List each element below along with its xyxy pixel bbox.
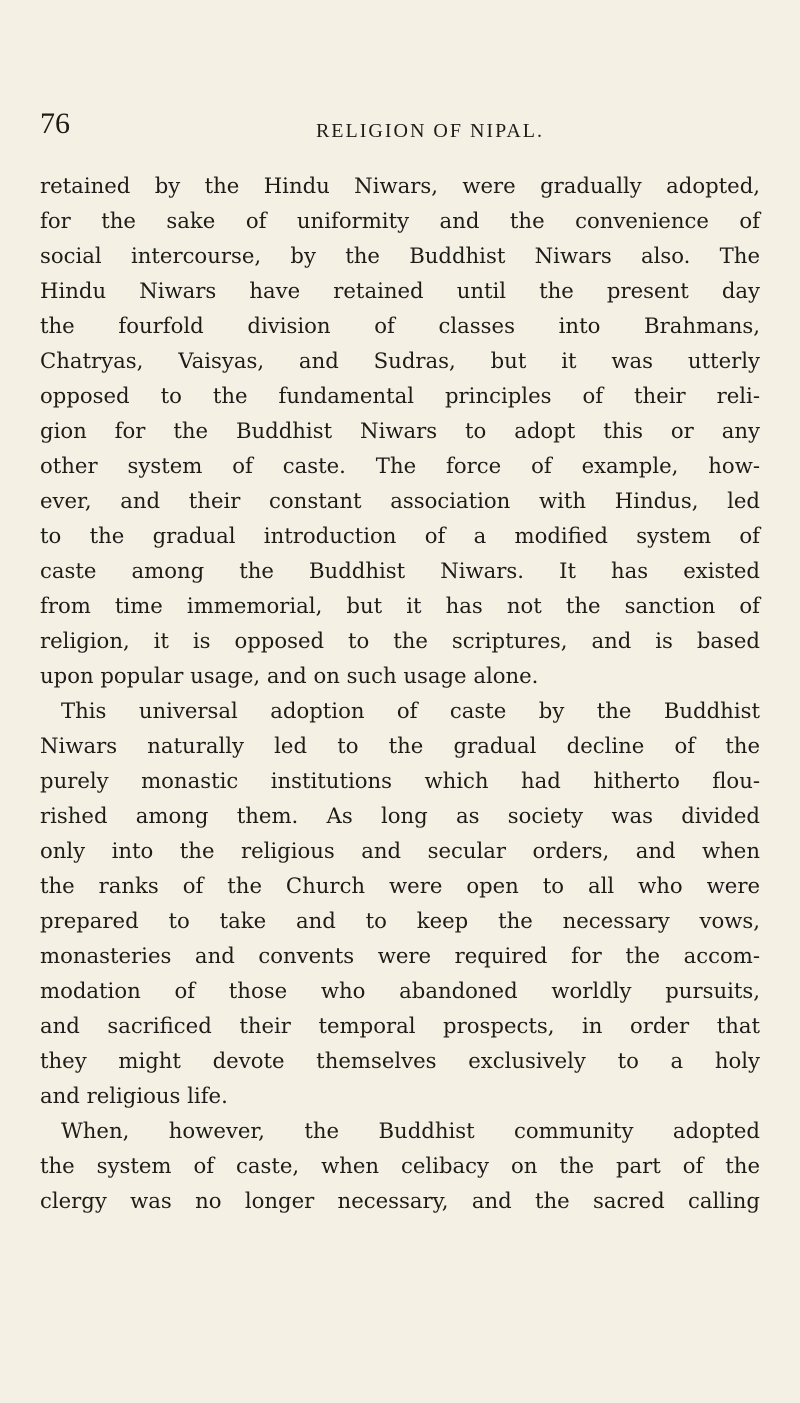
text-line: only into the religious and secular orders, and when: [40, 838, 760, 863]
text-line: Hindu Niwars have retained until the present day: [40, 278, 760, 303]
text-line: retained by the Hindu Niwars, were gradually adopted,: [40, 173, 760, 198]
text-line: other system of caste. The force of example, how-: [40, 453, 760, 478]
text-line: Chatryas, Vaisyas, and Sudras, but it was utterly: [40, 348, 760, 373]
text-line: purely monastic institutions which had hitherto flou-: [40, 768, 760, 793]
text-line: they might devote themselves exclusively to a holy: [40, 1048, 760, 1073]
text-line: and religious life.: [40, 1083, 228, 1108]
text-line: religion, it is opposed to the scriptures, and is based: [40, 628, 760, 653]
text-line: Niwars naturally led to the gradual decline of the: [40, 733, 760, 758]
page-number: 76: [40, 107, 70, 140]
text-line: gion for the Buddhist Niwars to adopt this or any: [40, 418, 760, 443]
running-title: RELIGION OF NIPAL.: [315, 120, 545, 142]
text-line: When, however, the Buddhist community adopted: [61, 1118, 760, 1143]
text-line: This universal adoption of caste by the Buddhist: [61, 698, 760, 723]
text-line: prepared to take and to keep the necessary vows,: [40, 908, 760, 933]
page-header: [40, 104, 760, 144]
text-line: the ranks of the Church were open to all who were: [40, 873, 760, 898]
text-line: monasteries and convents were required for the accom-: [40, 943, 760, 968]
text-line: the fourfold division of classes into Brahmans,: [40, 313, 760, 338]
text-line: opposed to the fundamental principles of their reli-: [40, 383, 760, 408]
body-text: [40, 168, 760, 1218]
text-line: the system of caste, when celibacy on the part of the: [40, 1153, 760, 1178]
text-line: modation of those who abandoned worldly pursuits,: [40, 978, 760, 1003]
text-line: for the sake of uniformity and the convenience of: [40, 208, 760, 233]
text-line: to the gradual introduction of a modified system of: [40, 523, 760, 548]
text-line: social intercourse, by the Buddhist Niwars also. The: [40, 243, 760, 268]
text-line: caste among the Buddhist Niwars. It has existed: [40, 558, 760, 583]
text-line: clergy was no longer necessary, and the sacred calling: [40, 1188, 760, 1213]
text-line: upon popular usage, and on such usage alone.: [40, 663, 539, 688]
text-line: rished among them. As long as society was divided: [40, 803, 760, 828]
text-line: ever, and their constant association with Hindus, led: [40, 488, 760, 513]
text-line: from time immemorial, but it has not the sanction of: [40, 593, 760, 618]
text-line: and sacrificed their temporal prospects, in order that: [40, 1013, 760, 1038]
